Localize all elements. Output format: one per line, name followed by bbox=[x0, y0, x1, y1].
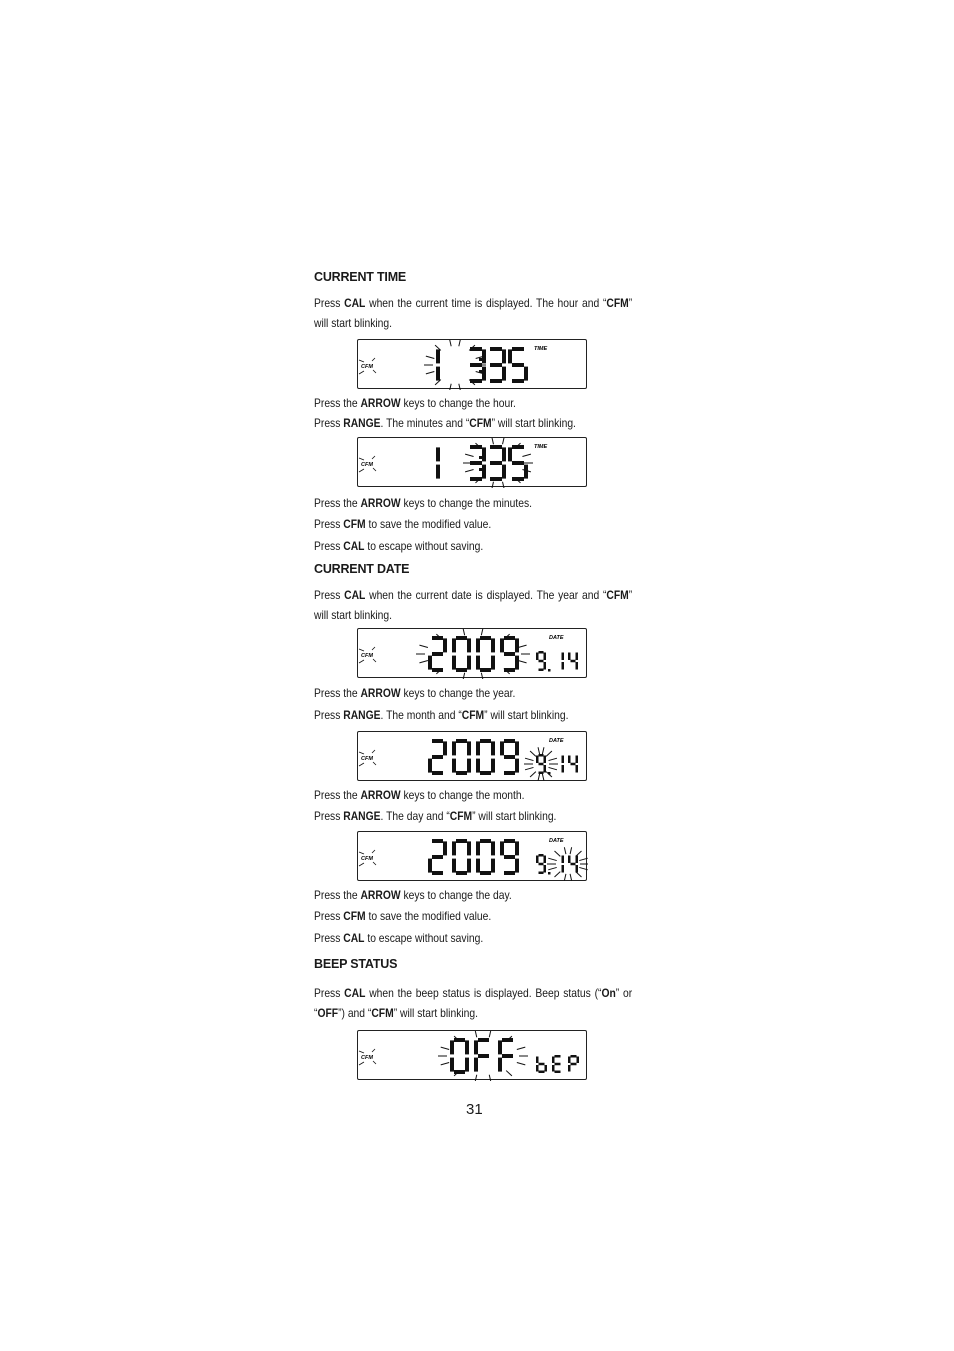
cfm-indicator bbox=[359, 850, 376, 866]
lcd-digit bbox=[498, 1038, 513, 1072]
date-step-8: Press CAL to escape without saving. bbox=[314, 931, 484, 945]
lcd-digit bbox=[452, 839, 471, 875]
date-step-3: Press RANGE. The month and “CFM” will start blinking. bbox=[314, 708, 569, 722]
lcd-digit bbox=[436, 447, 440, 478]
lcd-digit bbox=[476, 739, 495, 775]
heading-current-time: CURRENT TIME bbox=[314, 270, 407, 284]
lcd-digit bbox=[450, 1038, 469, 1074]
lcd-small-digit bbox=[552, 1055, 561, 1073]
blink-rays bbox=[547, 847, 588, 880]
beep-step-1: Press CAL when the beep status is displayed. Beep status (“On” or “OFF”) and “CFM” will start blinking. bbox=[314, 986, 633, 1020]
lcd-digit bbox=[500, 839, 519, 875]
lcd-digit bbox=[428, 636, 447, 672]
lcd-decimal-point bbox=[548, 669, 551, 672]
lcd-mode-label: TIME bbox=[534, 444, 548, 450]
time-step-3: Press RANGE. The minutes and “CFM” will start blinking. bbox=[314, 416, 576, 430]
lcd-small-digit bbox=[562, 756, 565, 773]
time-step-5: Press CFM to save the modified value. bbox=[314, 517, 492, 531]
lcd-mode-label: DATE bbox=[549, 738, 564, 744]
svg-text:CFM: CFM bbox=[361, 653, 373, 659]
lcd-small-digit bbox=[568, 756, 578, 773]
svg-text:CFM: CFM bbox=[361, 462, 373, 468]
lcd-digit bbox=[500, 739, 519, 775]
lcd-small-digit bbox=[536, 651, 546, 671]
heading-current-date: CURRENT DATE bbox=[314, 562, 410, 576]
date-step-4: Press the ARROW keys to change the month. bbox=[314, 788, 525, 802]
lcd-mode-label: TIME bbox=[534, 346, 548, 352]
lcd-digit bbox=[436, 349, 440, 380]
lcd-small-digit bbox=[568, 856, 578, 873]
lcd-date-year bbox=[357, 628, 587, 678]
cfm-indicator bbox=[359, 1049, 376, 1065]
lcd-small-digit bbox=[562, 653, 565, 670]
lcd-small-digit bbox=[536, 1057, 547, 1074]
lcd-digit bbox=[470, 445, 486, 481]
date-step-2: Press the ARROW keys to change the year. bbox=[314, 686, 516, 700]
date-step-6: Press the ARROW keys to change the day. bbox=[314, 888, 512, 902]
time-step-6: Press CAL to escape without saving. bbox=[314, 539, 484, 553]
lcd-small-digit bbox=[562, 856, 565, 873]
lcd-mode-label: DATE bbox=[549, 838, 564, 844]
lcd-digit bbox=[490, 347, 506, 383]
lcd-small-digit bbox=[568, 1055, 579, 1072]
lcd-small-digit bbox=[536, 854, 546, 874]
time-step-4: Press the ARROW keys to change the minutes. bbox=[314, 496, 532, 510]
svg-text:CFM: CFM bbox=[361, 364, 373, 370]
lcd-digit bbox=[476, 636, 495, 672]
lcd-time-hour bbox=[357, 339, 587, 389]
lcd-small-digit bbox=[568, 653, 578, 670]
heading-beep-status: BEEP STATUS bbox=[314, 957, 398, 971]
lcd-digit bbox=[508, 347, 528, 383]
lcd-decimal-point bbox=[548, 872, 551, 875]
cfm-indicator bbox=[359, 358, 376, 374]
lcd-digit bbox=[476, 839, 495, 875]
lcd-date-day bbox=[357, 831, 587, 881]
lcd-small-digit bbox=[536, 754, 546, 774]
date-step-5: Press RANGE. The day and “CFM” will start blinking. bbox=[314, 809, 557, 823]
date-step-1: Press CAL when the current date is displayed. The year and “CFM” will start blinking. bbox=[314, 588, 633, 622]
lcd-digit bbox=[452, 739, 471, 775]
lcd-digit bbox=[428, 739, 447, 775]
date-step-7: Press CFM to save the modified value. bbox=[314, 909, 492, 923]
time-step-1: Press CAL when the current time is displayed. The hour and “CFM” will start blinking. bbox=[314, 296, 633, 330]
cfm-indicator bbox=[359, 647, 376, 663]
lcd-date-month bbox=[357, 731, 587, 781]
lcd-mode-label: DATE bbox=[549, 635, 564, 641]
svg-text:CFM: CFM bbox=[361, 856, 373, 862]
cfm-indicator bbox=[359, 750, 376, 766]
lcd-digit bbox=[490, 445, 506, 481]
cfm-indicator bbox=[359, 456, 376, 472]
lcd-beep bbox=[357, 1030, 587, 1080]
svg-text:CFM: CFM bbox=[361, 1055, 373, 1061]
lcd-digit bbox=[428, 839, 447, 875]
lcd-digit bbox=[452, 636, 471, 672]
time-step-2: Press the ARROW keys to change the hour. bbox=[314, 396, 516, 410]
lcd-digit bbox=[474, 1038, 489, 1072]
lcd-time-minute bbox=[357, 437, 587, 487]
page-number: 31 bbox=[466, 1101, 483, 1118]
svg-text:CFM: CFM bbox=[361, 756, 373, 762]
lcd-digit bbox=[500, 636, 519, 672]
